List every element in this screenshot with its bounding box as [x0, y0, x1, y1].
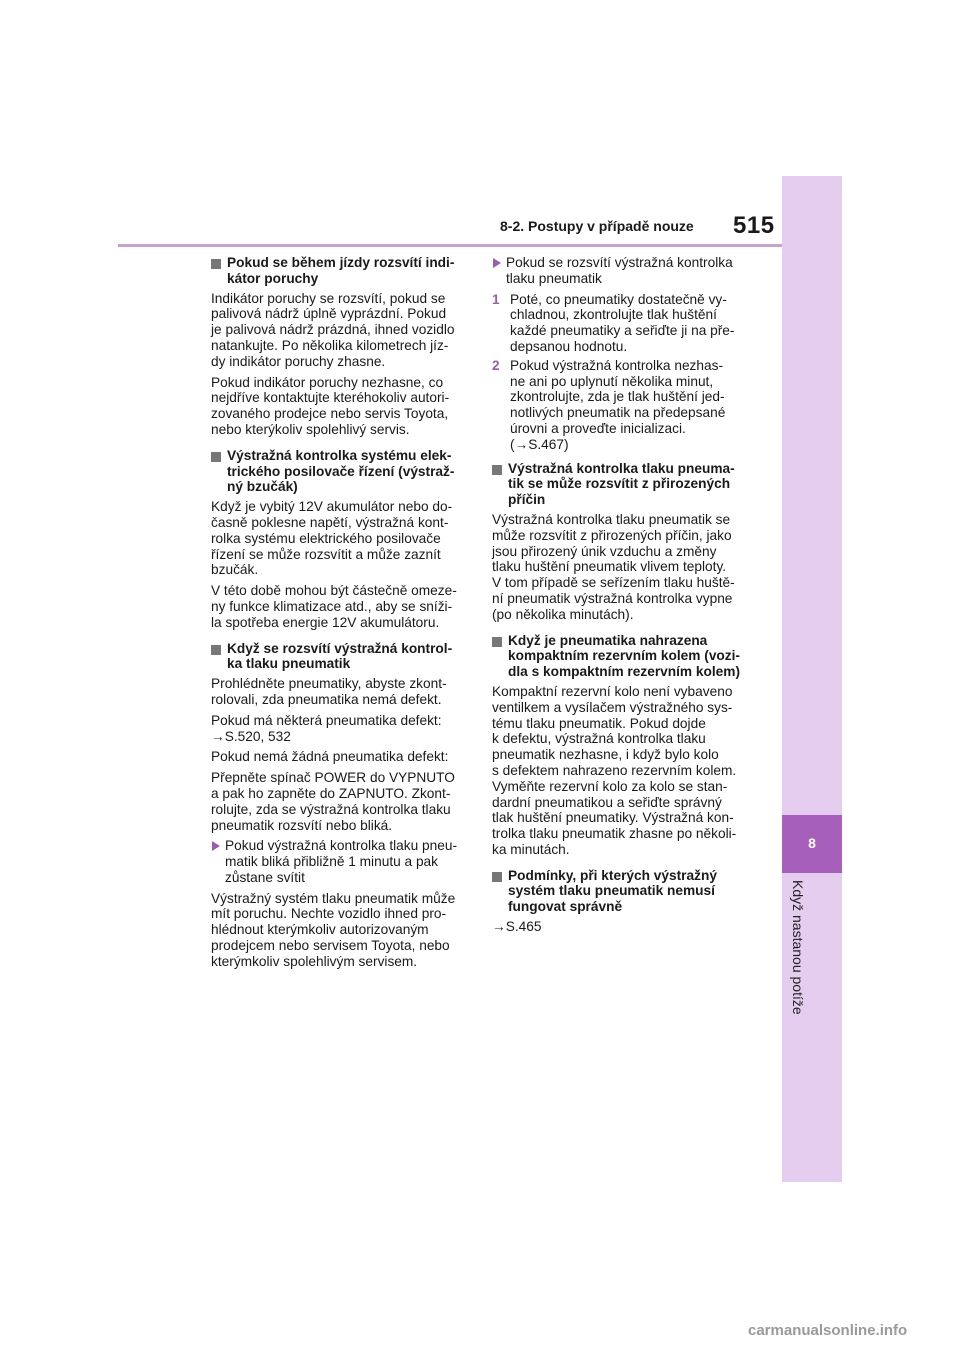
paragraph	[211, 891, 467, 970]
text-line: trického posilovače řízení (výstraž-	[227, 463, 455, 479]
text-line: natankujte. Po několika kilometrech jíz-	[211, 337, 449, 353]
text-line: palivová nádrž úplně vyprázdní. Pokud	[211, 306, 447, 322]
text-line: notlivých pneumatik na předepsané	[510, 405, 726, 421]
text-line: →S.465	[492, 919, 542, 935]
text-line: ventilkem a vysílačem výstražného sys-	[492, 699, 733, 715]
text-line: Prohlédněte pneumatiky, abyste zkont-	[211, 676, 447, 692]
text-line: chladnou, zkontrolujte tlak huštění	[510, 307, 717, 323]
paragraph	[211, 676, 467, 708]
arrow-subheading	[492, 255, 754, 287]
text-line: zkontrolujte, zda je tlak huštění jed-	[510, 389, 725, 405]
chapter-number: 8	[808, 835, 816, 851]
right-column	[492, 255, 754, 940]
text-line: dy indikátor poruchy zhasne.	[211, 353, 386, 369]
step-number: 2	[492, 357, 500, 373]
text-line: Kompaktní rezervní kolo není vybaveno	[492, 683, 733, 699]
square-bullet-icon	[492, 637, 502, 647]
text-line: časně poklesne napětí, výstražná kont-	[211, 514, 449, 530]
text-line: Indikátor poruchy se rozsvítí, pokud se	[211, 290, 446, 306]
text-line: tlaku huštění pneumatik vlivem teploty.	[492, 559, 727, 575]
text-line: každé pneumatiky a seřiďte ji na pře-	[510, 323, 735, 339]
section-title: 8-2. Postupy v případě nouze	[500, 218, 694, 234]
text-line: rolujte, zda se výstražná kontrolka tlaku	[211, 801, 451, 817]
text-line: dardní pneumatikou a seřiďte správný	[492, 794, 722, 810]
paragraph-crossref	[211, 713, 467, 745]
square-bullet-icon	[492, 872, 502, 882]
text-line: zůstane svítit	[225, 869, 305, 885]
text-line: trolka tlaku pneumatik zhasne po několi-	[492, 826, 737, 842]
text-line: kompaktním rezervním kolem (vozi-	[508, 648, 740, 664]
text-line: V tom případě se seřízením tlaku huště-	[492, 575, 735, 591]
text-line: jsou přirozený únik vzduchu a změny	[492, 543, 717, 559]
paragraph	[211, 291, 467, 370]
text-line: tik se může rozsvítit z přirozených	[508, 476, 731, 492]
text-line: rolovali, zda pneumatika nemá defekt.	[211, 691, 442, 707]
text-line: k defektu, výstražná kontrolka tlaku	[492, 731, 706, 747]
chapter-tab[interactable]	[782, 815, 842, 873]
text-line: Pokud výstražná kontrolka tlaku pneu-	[225, 838, 458, 854]
text-line: tlak huštění pneumatiky. Výstražná kon-	[492, 810, 734, 826]
text-line: la spotřeba energie 12V akumulátoru.	[211, 614, 440, 630]
arrow-subheading	[211, 838, 467, 885]
text-line: Když se rozsvítí výstražná kontrol-	[227, 640, 453, 656]
paragraph	[211, 499, 467, 578]
text-line: kterýmkoliv spolehlivým servisem.	[211, 953, 418, 969]
section-heading	[211, 255, 467, 287]
text-line: nejdříve kontaktujte kteréhokoliv autori-	[211, 390, 450, 406]
square-bullet-icon	[211, 452, 221, 462]
text-line: Když je pneumatika nahrazena	[508, 632, 708, 648]
text-line: ný bzučák)	[227, 479, 298, 495]
arrow-right-icon	[212, 841, 220, 851]
text-line: nebo kterýkoliv spolehlivý servis.	[211, 421, 410, 437]
text-line: dla s kompaktním rezervním kolem)	[508, 664, 741, 680]
text-line: Pokud má některá pneumatika defekt:	[211, 712, 442, 728]
text-line: pneumatik nezhasne, i když bylo kolo	[492, 747, 719, 763]
paragraph	[211, 375, 467, 438]
text-line: (→S.467)	[510, 436, 569, 452]
text-line: (po několika minutách).	[492, 606, 634, 622]
header-rule	[118, 244, 782, 247]
text-line: ka tlaku pneumatik	[227, 656, 351, 672]
paragraph-crossref	[492, 919, 754, 935]
text-line: Pokud indikátor poruchy nezhasne, co	[211, 374, 444, 390]
text-line: tlaku pneumatik	[506, 270, 602, 286]
text-line: Pokud se během jízdy rozsvítí indi-	[227, 255, 455, 270]
text-line: příčin	[508, 492, 546, 508]
text-line: kátor poruchy	[227, 270, 319, 286]
text-line: rolka systému elektrického posilovače	[211, 530, 441, 546]
text-line: zovaného prodejce nebo servis Toyota,	[211, 406, 449, 422]
text-line: ne ani po uplynutí několika minut,	[510, 373, 714, 389]
chapter-label: Když nastanou potíže	[790, 880, 806, 1015]
text-line: tému tlaku pneumatik. Pokud dojde	[492, 715, 706, 731]
text-line: s defektem nahrazeno rezervním kolem.	[492, 762, 737, 778]
section-heading	[211, 641, 467, 673]
text-line: hlédnout kterýmkoliv autorizovaným	[211, 922, 429, 938]
text-line: Výstražný systém tlaku pneumatik může	[211, 890, 456, 906]
text-line: Výstražná kontrolka tlaku pneumatik se	[492, 511, 731, 527]
arrow-right-icon	[493, 258, 501, 268]
text-line: bzučák.	[211, 562, 259, 578]
text-line: úrovni a proveďte inicializaci.	[510, 420, 686, 436]
paragraph	[492, 512, 754, 623]
text-line: mít poruchu. Nechte vozidlo ihned pro-	[211, 906, 447, 922]
text-line: ny funkce klimatizace atd., aby se sníži-	[211, 598, 453, 614]
text-line: V této době mohou být částečně omeze-	[211, 583, 457, 599]
text-line: Pokud se rozsvítí výstražná kontrolka	[506, 255, 733, 270]
section-heading	[211, 448, 467, 495]
page-number: 515	[733, 212, 775, 239]
text-line: je palivová nádrž prázdná, ihned vozidlo	[211, 322, 455, 338]
square-bullet-icon	[211, 645, 221, 655]
text-line: Podmínky, při kterých výstražný	[508, 867, 717, 883]
paragraph	[211, 749, 467, 765]
text-line: může rozsvítit z přirozených příčin, jako	[492, 527, 732, 543]
text-line: Když je vybitý 12V akumulátor nebo do-	[211, 499, 453, 515]
text-line: matik bliká přibližně 1 minutu a pak	[225, 854, 439, 870]
text-line: ní pneumatik výstražná kontrolka vypne	[492, 590, 733, 606]
section-heading	[492, 461, 754, 508]
text-line: depsanou hodnotu.	[510, 338, 628, 354]
watermark-text: carmanualsonline.info	[748, 1322, 908, 1339]
step-number: 1	[492, 291, 500, 307]
text-line: Výstražná kontrolka tlaku pneuma-	[508, 460, 735, 476]
text-line: Poté, co pneumatiky dostatečně vy-	[510, 291, 727, 307]
section-heading	[492, 633, 754, 680]
step-item	[492, 292, 754, 355]
text-line: ka minutách.	[492, 841, 570, 857]
paragraph	[211, 770, 467, 833]
step-item	[492, 358, 754, 453]
text-line: řízení se může rozsvítit a může zaznít	[211, 546, 441, 562]
square-bullet-icon	[492, 465, 502, 475]
section-heading	[492, 868, 754, 915]
text-line: systém tlaku pneumatik nemusí	[508, 883, 715, 899]
square-bullet-icon	[211, 259, 221, 269]
text-line: Přepněte spínač POWER do VYPNUTO	[211, 770, 455, 786]
text-line: Pokud výstražná kontrolka nezhas-	[510, 357, 724, 373]
text-line: →S.520, 532	[211, 728, 291, 744]
text-line: Pokud nemá žádná pneumatika defekt:	[211, 749, 449, 765]
text-line: Výstražná kontrolka systému elek-	[227, 447, 452, 463]
text-line: fungovat správně	[508, 899, 623, 915]
text-line: pneumatik rozsvítí nebo bliká.	[211, 817, 393, 833]
text-line: Vyměňte rezervní kolo za kolo se stan-	[492, 778, 728, 794]
text-line: prodejcem nebo servisem Toyota, nebo	[211, 938, 450, 954]
paragraph	[211, 583, 467, 630]
text-line: a pak ho zapněte do ZAPNUTO. Zkont-	[211, 785, 451, 801]
left-column	[211, 255, 467, 975]
paragraph	[492, 684, 754, 858]
